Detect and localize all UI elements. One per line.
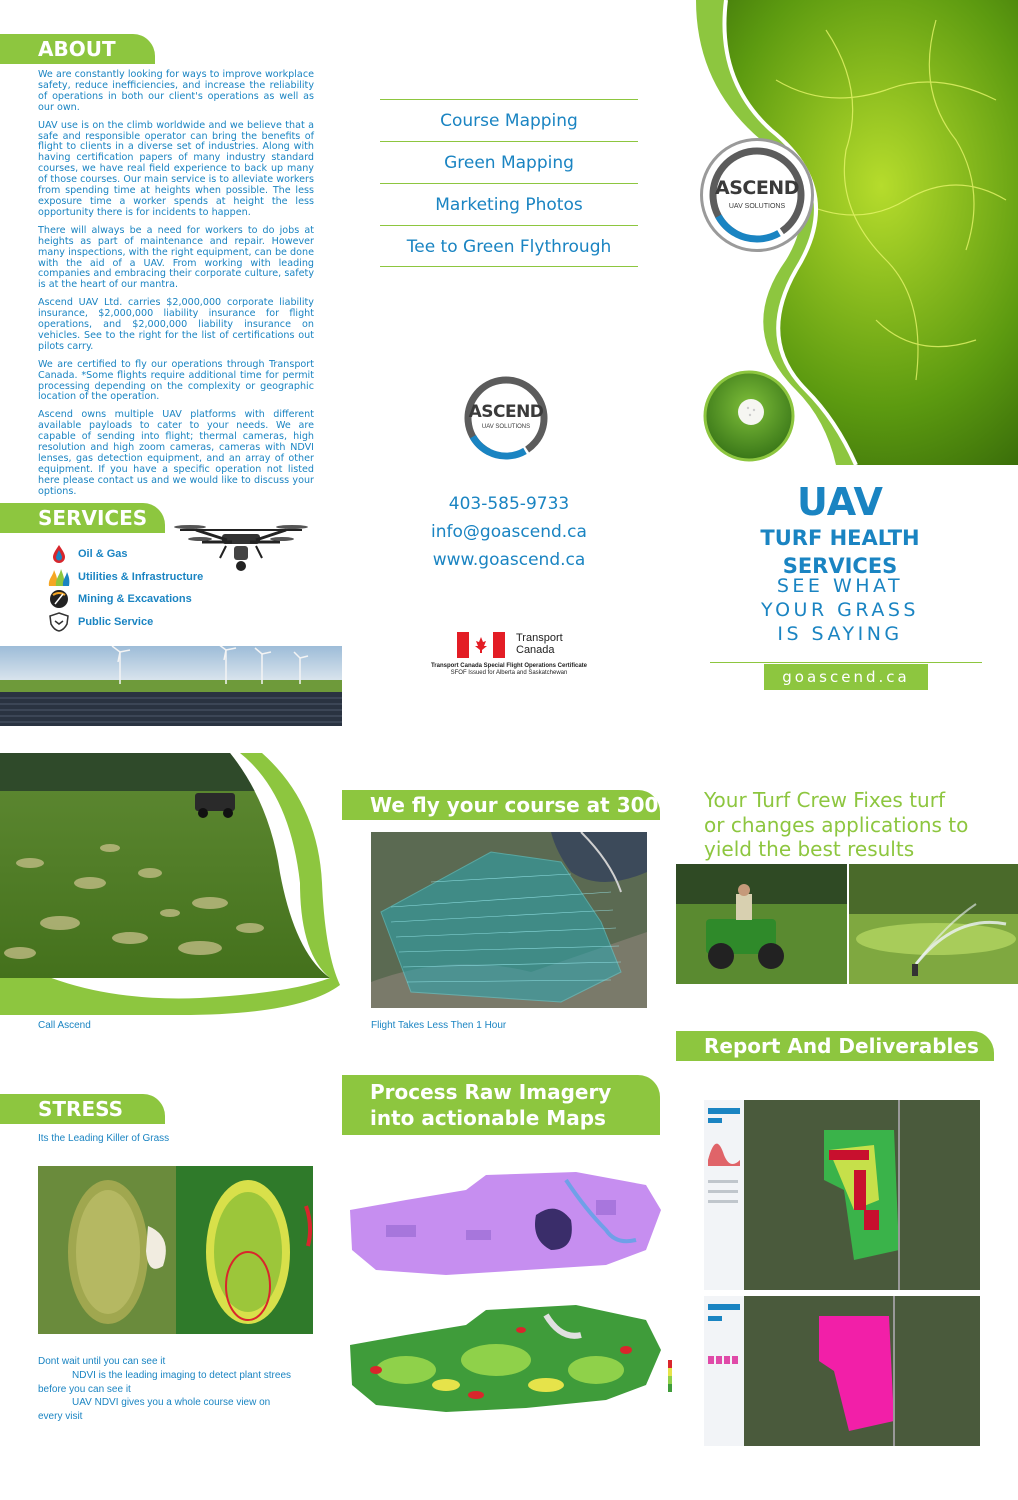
cover-logo	[700, 138, 814, 252]
stress-line: before you can see it	[38, 1383, 131, 1395]
tagline-line: IS SAYING	[777, 623, 903, 645]
about-heading: ABOUT	[0, 34, 155, 64]
mining-pickaxe-icon	[46, 589, 72, 609]
certificate-line: Transport Canada Special Flight Operations Certificate	[430, 663, 588, 669]
about-paragraph: UAV use is on the climb worldwide and we believe that a safe and responsible operator can bring the benefits of flight to clients in a diverse set of industries. Along with having certification papers of many industry standard courses, we have real field experience to back up many of those courses. Our main service is to alleviate workers from spending time at heights when possible. The less exposure time a worker spends at height the less opportunity there is for incidents to happen.	[38, 119, 314, 218]
ndvi-compare-photo	[38, 1166, 313, 1334]
public-service-shield-icon	[46, 612, 72, 632]
cover-title-uav: UAV	[797, 480, 883, 524]
rgb-ortho-map	[346, 1170, 664, 1280]
services-list	[46, 543, 203, 633]
service-label: Mining & Excavations	[78, 593, 192, 606]
stress-line: every visit	[38, 1411, 83, 1423]
about-paragraph: There will always be a need for workers to do jobs at heights as part of maintenance and repair. However many inspections, with the right equipment, can be done with the aid of a UAV. From working with leading companies and embracing their corporate culture, safety is at the heart of our mantra.	[38, 224, 314, 291]
oil-drop-icon	[46, 544, 72, 564]
cover-tagline	[700, 574, 980, 646]
report-screenshot-2	[704, 1296, 980, 1446]
logo-name: ASCEND	[715, 177, 799, 199]
transport-canada-name	[516, 632, 563, 656]
logo-sub: UAV SOLUTIONS	[481, 424, 531, 430]
service-label: Utilities & Infrastructure	[78, 570, 204, 583]
about-paragraph: We are constantly looking for ways to improve workplace safety, reduce inefficiencies, and increase the reliability of operations in both our client's operations as well as our own.	[38, 69, 314, 113]
about-paragraph: Ascend UAV Ltd. carries $2,000,000 corporate liability insurance, $2,000,000 liability insurance for flight operations, and $2,000,000 liability insurance on vehicles. See to the right for the list of certifications out pilots carry.	[38, 297, 314, 352]
wind-farm-photo	[0, 646, 342, 726]
service-item	[46, 588, 203, 611]
logo-sub: UAV SOLUTIONS	[728, 203, 786, 210]
tagline-line: SEE WHAT	[776, 575, 904, 597]
crew-line: or changes applications to	[704, 812, 969, 837]
report-screenshot-1	[704, 1100, 980, 1290]
cover-divider	[710, 662, 982, 663]
transport-name-line: Transport	[516, 632, 563, 644]
stress-line: NDVI is the leading imaging to detect plant strees	[72, 1369, 292, 1381]
report-heading: Report And Deliverables	[676, 1031, 994, 1061]
turf-damage-photo	[0, 753, 342, 1015]
contact-website[interactable]: www.goascend.ca	[432, 550, 586, 570]
crew-title	[704, 788, 1004, 862]
ndvi-course-map	[346, 1300, 676, 1418]
stress-subtitle: Its the Leading Killer of Grass	[38, 1133, 170, 1144]
contact-email[interactable]: info@goascend.ca	[431, 522, 587, 542]
turf-crew-photos	[676, 864, 1018, 984]
service-item	[46, 543, 203, 566]
fly-caption: Flight Takes Less Then 1 Hour	[371, 1020, 507, 1031]
about-body	[38, 70, 314, 505]
crew-line: Your Turf Crew Fixes turf	[704, 788, 945, 812]
cover-site-badge[interactable]: goascend.ca	[764, 664, 928, 690]
service-item	[46, 566, 203, 589]
menu-item-course-mapping[interactable]: Course Mapping	[380, 99, 638, 141]
stress-line: Dont wait until you can see it	[38, 1356, 166, 1367]
stress-heading: STRESS	[0, 1094, 165, 1124]
menu-item-green-mapping[interactable]: Green Mapping	[380, 141, 638, 183]
logo-name: ASCEND	[468, 402, 544, 422]
utilities-flame-icon	[46, 567, 72, 587]
stress-line: UAV NDVI gives you a whole course view on	[72, 1397, 271, 1409]
service-label: Public Service	[78, 615, 154, 628]
transport-name-line: Canada	[516, 644, 555, 656]
call-caption: Call Ascend	[38, 1020, 91, 1031]
about-paragraph: Ascend owns multiple UAV platforms with different available payloads to cater to your needs. We are capable of sending into flight; thermal cameras, high resolution and high zoom cameras, cameras with NDVI lenses, gas detection equipment, and an array of other equipment. If you have a specific operation not listed here please contact us and we would like to discuss your options.	[38, 409, 314, 497]
fly-heading: We fly your course at 300	[342, 790, 660, 820]
ascend-logo	[460, 372, 552, 464]
stress-text	[38, 1355, 328, 1424]
process-heading: Process Raw Imagery into actionable Maps	[342, 1075, 660, 1135]
services-heading: SERVICES	[0, 503, 165, 533]
about-paragraph: We are certified to fly our operations through Transport Canada. *Some flights require additional time for permit processing depending on the complexity or geographic location of the operation.	[38, 358, 314, 403]
contact-phone[interactable]: 403-585-9733	[448, 494, 570, 514]
service-menu	[380, 99, 638, 267]
menu-item-flythrough[interactable]: Tee to Green Flythrough	[380, 225, 638, 267]
service-label: Oil & Gas	[78, 548, 128, 561]
cover-title	[700, 480, 980, 580]
flight-plan-map	[371, 832, 647, 1008]
tagline-line: YOUR GRASS	[761, 599, 919, 621]
crew-line: yield the best results	[704, 837, 915, 861]
cover-subtitle: TURF HEALTH SERVICES	[760, 526, 920, 578]
golf-ball-photo	[703, 370, 795, 462]
service-item	[46, 611, 203, 634]
certificate-line: SFOF Issued for Alberta and Saskatchewan	[450, 670, 568, 676]
transport-certificate	[380, 663, 638, 677]
menu-item-marketing-photos[interactable]: Marketing Photos	[380, 183, 638, 225]
canada-flag-icon	[457, 632, 505, 658]
